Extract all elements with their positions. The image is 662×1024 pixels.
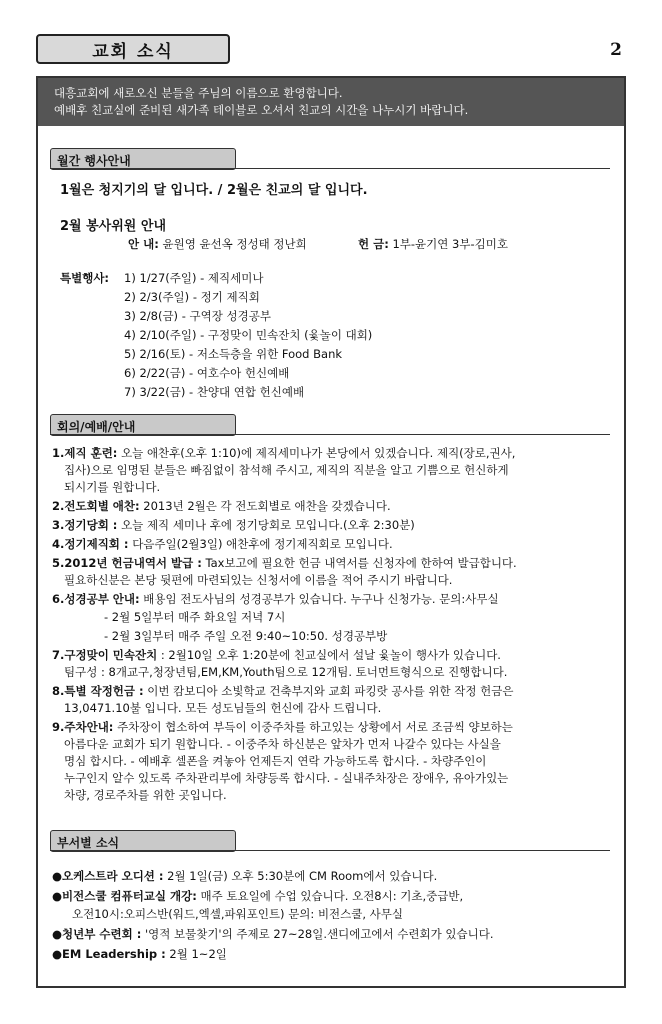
notice-item bbox=[52, 498, 391, 515]
notice-text: 누구인지 알수 있도록 주차관리부에 차량등록 합시다. - 실내주차장은 장애우, 유아가있는 bbox=[64, 771, 509, 785]
content-frame bbox=[36, 76, 626, 988]
monthly-headline: 1월은 청지기의 달 입니다. / 2월은 친교의 달 입니다. bbox=[60, 183, 368, 198]
notice-text: 명심 합시다. - 예배후 셀폰을 켜놓아 언제든지 연락 가능하도록 합시다. - 차량주인이 bbox=[64, 754, 487, 768]
notice-label: 1.제직 훈련: bbox=[52, 446, 118, 460]
dept-label: ●청년부 수련회 : bbox=[52, 927, 142, 941]
event-item: 4) 2/10(주일) - 구정맞이 민속잔치 (윷놀이 대회) bbox=[124, 328, 373, 342]
section-divider bbox=[50, 850, 610, 851]
notice-text: 팀구성 : 8개교구,청장년팀,EM,KM,Youth팀으로 12개팀. 토너먼트형식으로 진행합니다. bbox=[64, 665, 508, 679]
page-section-title: 교회 소식 bbox=[36, 34, 230, 64]
notice-label: 5.2012년 헌금내역서 발급 : bbox=[52, 556, 202, 570]
dept-text: 2월 1~2일 bbox=[169, 947, 227, 961]
notice-text: 2013년 2월은 각 전도회별로 애찬을 갖겠습니다. bbox=[143, 499, 391, 513]
notice-label: 8.특별 작정헌금 : bbox=[52, 684, 144, 698]
notice-text: - 2월 5일부터 매주 화요일 저녁 7시 bbox=[104, 610, 286, 624]
notice-text: 아름다운 교회가 되기 원합니다. - 이중주차 하신분은 앞차가 먼저 나갈수 있다는 사실을 bbox=[64, 737, 501, 751]
section-meetings-title: 회의/예배/안내 bbox=[50, 414, 236, 436]
notice-item bbox=[52, 683, 513, 700]
notice-label: 9.주차안내: bbox=[52, 720, 114, 734]
event-item: 3) 2/8(금) - 구역장 성경공부 bbox=[124, 309, 271, 323]
notice-item bbox=[52, 555, 517, 572]
notice-label: 3.정기당회 : bbox=[52, 518, 118, 532]
dept-label: ●오케스트라 오디션 : bbox=[52, 869, 164, 883]
notice-text: 13,0471.10불 입니다. 모든 성도님들의 헌신에 감사 드립니다. bbox=[64, 701, 382, 715]
special-events-label: 특별행사: bbox=[60, 271, 110, 285]
dept-text: 2월 1일(금) 오후 5:30분에 CM Room에서 있습니다. bbox=[167, 869, 438, 883]
dept-item bbox=[52, 926, 494, 943]
offering-row bbox=[358, 236, 508, 253]
section-departments-title: 부서별 소식 bbox=[50, 830, 236, 852]
dept-text: 매주 토요일에 수업 있습니다. 오전8시: 기초,중급반, bbox=[200, 889, 464, 903]
dept-item bbox=[52, 946, 227, 963]
notice-text: : 2월10일 오후 1:20분에 친교실에서 설날 윷놀이 행사가 있습니다. bbox=[160, 648, 501, 662]
notice-label: 7.구정맞이 민속잔치 bbox=[52, 648, 158, 662]
notice-text: 이번 캄보디아 소빛학교 건축부지와 교회 파킹랏 공사를 위한 작정 헌금은 bbox=[147, 684, 514, 698]
page-number: 2 bbox=[610, 40, 622, 60]
dept-text: '영적 보물찾기'의 주제로 27~28일.샌디에고에서 수련회가 있습니다. bbox=[144, 927, 494, 941]
notice-item bbox=[52, 517, 415, 534]
notice-item bbox=[52, 536, 393, 553]
volunteers-title: 2월 봉사위원 안내 bbox=[60, 219, 167, 234]
welcome-line-2: 예배후 친교실에 준비된 새가족 테이블로 오셔서 친교의 시간을 나누시기 바랍니다. bbox=[54, 103, 469, 117]
section-monthly-title: 월간 행사안내 bbox=[50, 148, 236, 170]
notice-text: 필요하신분은 본당 뒷편에 마련되있는 신청서에 이름을 적어 주시기 바랍니다. bbox=[64, 573, 453, 587]
welcome-line-1: 대흥교회에 새로오신 분들을 주님의 이름으로 환영합니다. bbox=[54, 86, 343, 100]
notice-label: 6.성경공부 안내: bbox=[52, 592, 140, 606]
dept-label: ●비전스쿨 컴퓨터교실 개강: bbox=[52, 889, 197, 903]
notice-item bbox=[52, 445, 515, 462]
event-item: 1) 1/27(주일) - 제직세미나 bbox=[124, 271, 264, 285]
notice-text: 오늘 애찬후(오후 1:10)에 제직세미나가 본당에서 있겠습니다. 제직(장로,권사, bbox=[121, 446, 516, 460]
notice-label: 4.정기제직회 : bbox=[52, 537, 129, 551]
event-item: 5) 2/16(토) - 저소득층을 위한 Food Bank bbox=[124, 347, 343, 361]
dept-item bbox=[52, 888, 463, 905]
offering-names: 1부-윤기연 3부-김미호 bbox=[392, 237, 508, 251]
notice-item bbox=[52, 719, 513, 736]
notice-text: 다음주일(2월3일) 애찬후에 정기제직회로 모입니다. bbox=[132, 537, 393, 551]
event-item: 7) 3/22(금) - 찬양대 연합 헌신예배 bbox=[124, 385, 305, 399]
offering-label: 헌 금: bbox=[358, 237, 389, 251]
notice-text: 되시기를 원합니다. bbox=[64, 480, 161, 494]
dept-item bbox=[52, 868, 437, 885]
event-item: 6) 2/22(금) - 여호수아 헌신예배 bbox=[124, 366, 290, 380]
notice-text: 배용임 전도사님의 성경공부가 있습니다. 누구나 신청가능. 문의:사무실 bbox=[143, 592, 499, 606]
notice-text: Tax보고에 필요한 헌금 내역서를 신청자에 한하여 발급합니다. bbox=[205, 556, 517, 570]
notice-label: 2.전도회별 애찬: bbox=[52, 499, 140, 513]
event-item: 2) 2/3(주일) - 정기 제직회 bbox=[124, 290, 260, 304]
dept-text: 오전10시:오피스반(워드,엑셀,파워포인트) 문의: 비전스쿨, 사무실 bbox=[72, 907, 404, 921]
guide-label: 안 내: bbox=[128, 237, 159, 251]
notice-item bbox=[52, 591, 499, 608]
notice-item bbox=[52, 647, 501, 664]
guide-row bbox=[128, 236, 307, 253]
guide-names: 윤원영 윤선옥 정성태 정난희 bbox=[162, 237, 307, 251]
notice-text: 오늘 제직 세미나 후에 정기당회로 모입니다.(오후 2:30분) bbox=[121, 518, 415, 532]
dept-label: ●EM Leadership : bbox=[52, 947, 166, 961]
section-divider bbox=[50, 168, 610, 169]
notice-text: 집사)으로 임명된 분들은 빠짐없이 참석해 주시고, 제직의 직분을 알고 기쁨으로 헌신하게 bbox=[64, 463, 509, 477]
notice-text: 주차장이 협소하여 부득이 이중주차를 하고있는 상황에서 서로 조금씩 양보하는 bbox=[117, 720, 513, 734]
welcome-banner bbox=[38, 78, 624, 126]
notice-text: 차량, 경로주차를 위한 곳입니다. bbox=[64, 788, 227, 802]
notice-text: - 2월 3일부터 매주 주일 오전 9:40~10:50. 성경공부방 bbox=[104, 629, 388, 643]
section-divider bbox=[50, 434, 610, 435]
